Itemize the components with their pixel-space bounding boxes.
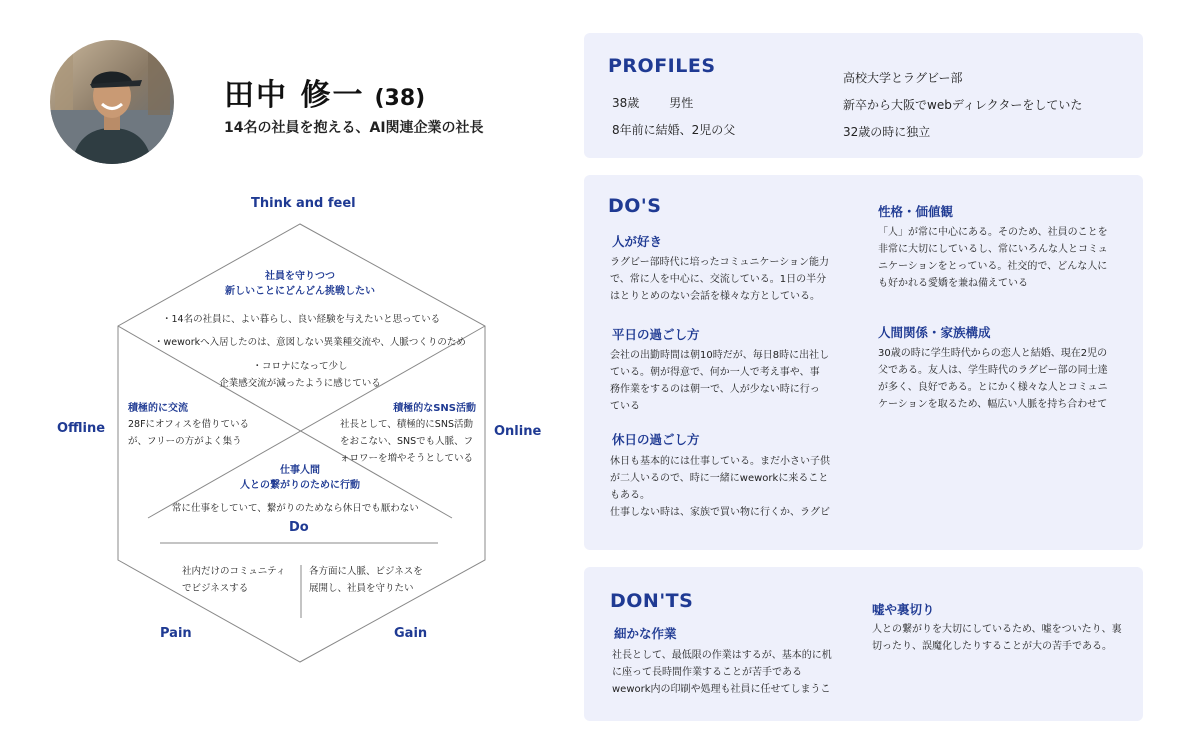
dos-relations-title: 人間関係・家族構成	[878, 325, 991, 340]
offline-text-2: が、フリーの方がよく集う	[128, 436, 242, 447]
do-heading	[200, 463, 400, 493]
donts-detail-line: に座って長時間作業することが苦手である	[612, 667, 802, 678]
dos-personality-title: 性格・価値観	[878, 204, 954, 219]
think-heading	[200, 269, 400, 299]
pain-text-2: でビジネスする	[182, 583, 249, 594]
profile-age: 38歳	[612, 96, 640, 110]
dos-relations-text	[878, 345, 1108, 413]
dos-holiday-line: もある。	[610, 490, 650, 501]
donts-detail-title: 細かな作業	[614, 626, 677, 641]
profile-family: 8年前に結婚、2児の父	[612, 123, 736, 137]
dos-likes-title: 人が好き	[612, 234, 663, 249]
online-text-2: をおこない、SNSでも人脈、フ	[340, 436, 474, 447]
think-heading-line1: 社員を守りつつ	[265, 271, 335, 282]
donts-lie-line: 切ったり、誤魔化したりすることが大の苦手である。	[872, 641, 1112, 652]
dos-holiday-title: 休日の過ごし方	[612, 432, 700, 447]
donts-lie-line: 人との繋がりを大切にしているため、嘘をついたり、裏	[872, 624, 1122, 635]
pain-label: Pain	[160, 626, 192, 641]
dos-personality-text	[878, 224, 1108, 292]
pain-text-1: 社内だけのコミュニティ	[182, 566, 286, 577]
profile-age-gender	[612, 94, 693, 111]
do-heading-line2: 人との繋がりのために行動	[240, 480, 360, 491]
think-heading-line2: 新しいことにどんどん挑戦したい	[225, 286, 375, 297]
persona-age: (38)	[374, 86, 426, 111]
do-text: 常に仕事をしていて、繋がりのためなら休日でも厭わない	[172, 503, 419, 514]
dos-likes-line: で、常に人を中心に、交流している。1日の半分	[610, 274, 827, 285]
dos-personality-line: も好かれる愛嬌を兼ね備えている	[878, 278, 1028, 289]
persona-name: 田中 修一	[224, 78, 365, 113]
offline-heading: 積極的に交流	[128, 403, 188, 414]
offline-section	[128, 401, 249, 450]
gain-text-2: 展開し、社員を守りたい	[309, 583, 414, 594]
think-text-2: ・weworkへ入居したのは、意図しない異業種交流や、人脈つくりのため	[154, 337, 466, 348]
dos-relations-line: が多く、良好である。とにかく様々な人とコミュニ	[878, 382, 1108, 393]
donts-lie-title: 嘘や裏切り	[872, 602, 935, 617]
dos-relations-line: ケーションを取るため、幅広い人脈を持ち合わせて	[878, 399, 1108, 410]
online-section	[340, 401, 476, 467]
dos-weekday-line: 会社の出勤時間は朝10時だが、毎日8時に出社し	[610, 350, 830, 361]
gain-section	[309, 563, 423, 597]
think-text-1: ・14名の社員に、よい暮らし、良い経験を与えたいと思っている	[162, 314, 441, 325]
profile-independence: 32歳の時に独立	[843, 125, 931, 139]
offline-text-1: 28Fにオフィスを借りている	[128, 419, 250, 430]
donts-detail-line: 社長として、最低限の作業はするが、基本的に机	[612, 650, 832, 661]
dos-weekday-title: 平日の過ごし方	[612, 327, 700, 342]
dos-weekday-line: ている	[610, 401, 640, 412]
donts-detail-text	[612, 647, 832, 698]
dos-relations-line: 30歳の時に学生時代からの恋人と結婚、現在2児の	[878, 348, 1108, 359]
dos-holiday-line: が二人いるので、時に一緒にweworkに来ること	[610, 473, 829, 484]
dos-title: DO'S	[608, 195, 662, 217]
dos-likes-line: はとりとめのない会話を様々な方としている。	[610, 291, 820, 302]
profile-school: 高校大学とラグビー部	[843, 71, 963, 85]
dos-weekday-line: 務作業をするのは朝一で、人が少ない時に行っ	[610, 384, 820, 395]
profile-career: 新卒から大阪でwebディレクターをしていた	[843, 98, 1083, 112]
do-label: Do	[289, 520, 309, 535]
dos-relations-line: 父である。友人は、学生時代のラグビー部の同士達	[878, 365, 1108, 376]
think-feel-label: Think and feel	[251, 196, 356, 211]
pain-section	[182, 563, 286, 597]
offline-label: Offline	[57, 421, 106, 436]
online-text-1: 社長として、積極的にSNS活動	[340, 419, 473, 430]
donts-lie-text	[872, 621, 1122, 655]
think-text-block	[200, 358, 400, 392]
dos-likes-text	[610, 254, 829, 305]
dos-weekday-line: ている。朝が得意で、何か一人で考え事や、事	[610, 367, 820, 378]
gain-label: Gain	[394, 626, 428, 641]
dos-holiday-line: 仕事しない時は、家族で買い物に行くか、ラグビ	[610, 507, 830, 518]
dos-personality-line: ニケーションをとっている。社交的で、どんな人に	[878, 261, 1108, 272]
donts-detail-line: wework内の印刷や処理も社員に任せてしまうこ	[612, 684, 831, 695]
do-heading-line1: 仕事人間	[280, 465, 320, 476]
think-text-3: ・コロナになって少し	[252, 361, 348, 372]
dos-card	[584, 175, 1143, 550]
think-text-4: 企業感交流が減ったように感じている	[219, 378, 381, 389]
donts-card	[584, 567, 1143, 721]
dos-personality-line: 「人」が常に中心にある。そのため、社員のことを	[878, 227, 1108, 238]
dos-weekday-text	[610, 347, 829, 415]
profiles-card	[584, 33, 1143, 158]
persona-tagline: 14名の社員を抱える、AI関連企業の社長	[224, 120, 484, 136]
gain-text-1: 各方面に人脈、ビジネスを	[309, 566, 423, 577]
dos-personality-line: 非常に大切にしているし、常にいろんな人とコミュ	[878, 244, 1108, 255]
online-label: Online	[494, 424, 542, 439]
online-heading: 積極的なSNS活動	[393, 403, 476, 414]
dos-holiday-text	[610, 453, 830, 521]
dos-likes-line: ラグビー部時代に培ったコミュニケーション能力	[610, 257, 829, 268]
donts-title: DON'TS	[610, 590, 694, 612]
online-text-3: ォロワーを増やそうとしている	[340, 453, 474, 464]
profile-gender: 男性	[669, 96, 694, 110]
dos-holiday-line: 休日も基本的には仕事している。まだ小さい子供	[610, 456, 830, 467]
profiles-title: PROFILES	[608, 55, 716, 77]
